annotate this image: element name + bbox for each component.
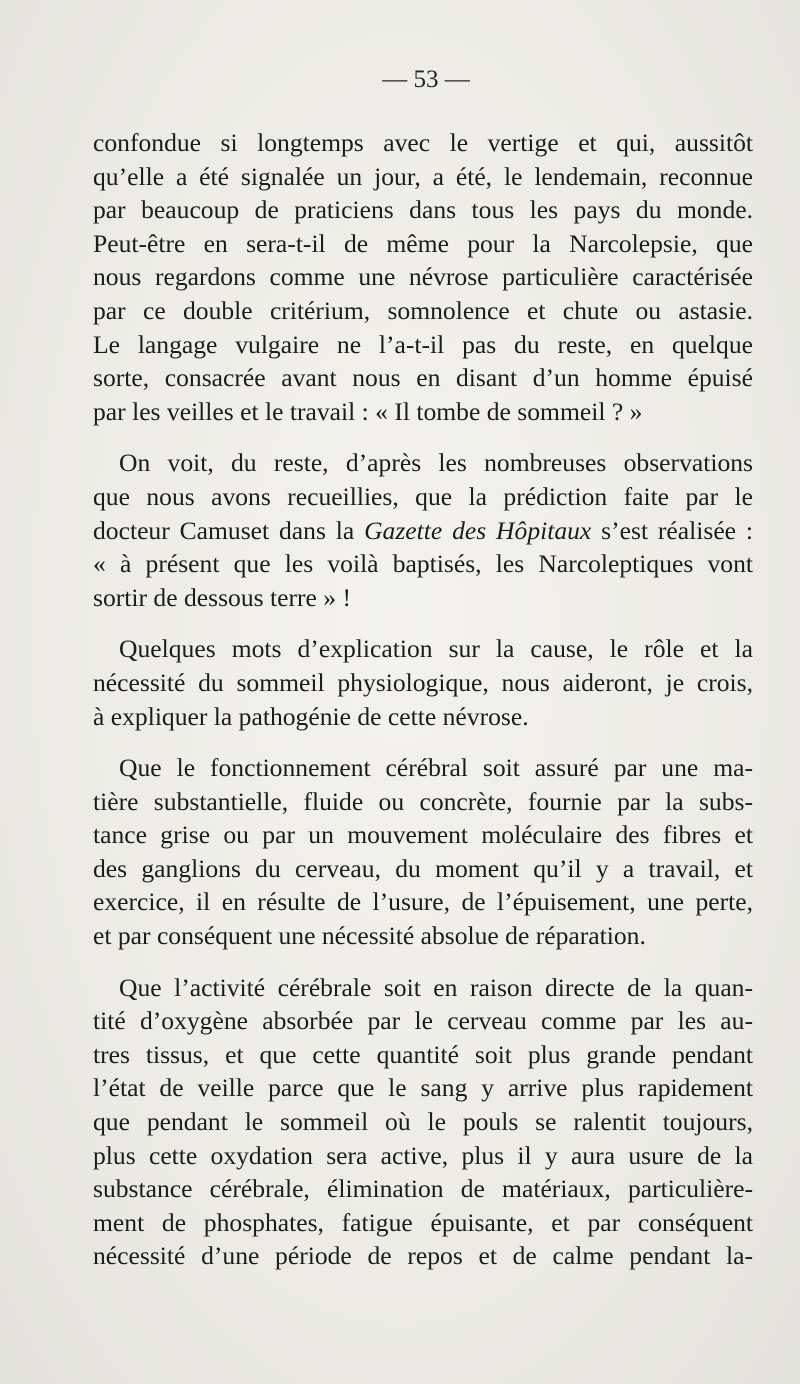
page-number: — 53 — xyxy=(382,66,470,93)
text-line: sortir de dessous terre » ! xyxy=(93,582,351,612)
text-line: Peut-être en sera-t-il de même pour la Narcolepsie, que xyxy=(93,228,753,258)
text-line: nécessité du sommeil physiologique, nous aideront, je crois, xyxy=(93,667,753,697)
text-line: nous regardons comme une névrose particulière caractérisée xyxy=(93,262,753,292)
paragraph-4 xyxy=(93,751,753,953)
text-line: substance cérébrale, élimination de matériaux, particulière- xyxy=(93,1174,753,1204)
text-line: Que l’activité cérébrale soit en raison directe de la quan- xyxy=(119,972,753,1002)
paragraph-2 xyxy=(93,446,753,614)
text-line: par ce double critérium, somnolence et chute ou astasie. xyxy=(93,295,753,325)
text-line: des ganglions du cerveau, du moment qu’il y a travail, et xyxy=(93,853,753,883)
text-line: ment de phosphates, fatigue épuisante, et par conséquent xyxy=(93,1207,753,1237)
text-line: par beaucoup de praticiens dans tous les pays du monde. xyxy=(93,195,753,225)
text-line: qu’elle a été signalée un jour, a été, le lendemain, reconnue xyxy=(93,161,753,191)
text-line: « à présent que les voilà baptisés, les Narcoleptiques vont xyxy=(93,549,753,579)
text-line: sorte, consacrée avant nous en disant d’un homme épuisé xyxy=(93,363,753,393)
text-line: exercice, il en résulte de l’usure, de l’épuisement, une perte, xyxy=(93,887,753,917)
text-line: tité d’oxygène absorbée par le cerveau comme par les au- xyxy=(93,1006,753,1036)
journal-title: Gazette des Hôpitaux xyxy=(364,515,592,545)
text-line: et par conséquent une nécessité absolue de réparation. xyxy=(93,921,646,951)
text-line: tance grise ou par un mouvement moléculaire des fibres et xyxy=(93,820,753,850)
paragraph-1 xyxy=(93,126,753,428)
text-line: Quelques mots d’explication sur la cause, le rôle et la xyxy=(119,634,753,664)
text-segment: s’est réalisée : xyxy=(591,515,753,545)
text-line: à expliquer la pathogénie de cette névrose. xyxy=(93,701,529,731)
text-line: que pendant le sommeil où le pouls se ralentit toujours, xyxy=(93,1107,753,1137)
paragraph-5 xyxy=(93,971,753,1273)
body-text xyxy=(93,126,753,1273)
text-segment: docteur Camuset dans la xyxy=(93,515,365,545)
text-line: confondue si longtemps avec le vertige et qui, aussitôt xyxy=(93,128,753,157)
text-line: Que le fonctionnement cérébral soit assuré par une ma- xyxy=(119,753,753,783)
paragraph-3 xyxy=(93,632,753,733)
text-line: Le langage vulgaire ne l’a-t-il pas du reste, en quelque xyxy=(93,329,753,359)
text-line: On voit, du reste, d’après les nombreuses observations xyxy=(119,448,753,478)
text-line: plus cette oxydation sera active, plus il y aura usure de la xyxy=(93,1140,753,1170)
text-line: tres tissus, et que cette quantité soit plus grande pendant xyxy=(93,1039,753,1069)
text-line: l’état de veille parce que le sang y arrive plus rapidement xyxy=(93,1073,753,1103)
text-line-with-citation xyxy=(93,514,753,548)
text-line: que nous avons recueillies, que la prédiction faite par le xyxy=(93,481,753,511)
text-line: nécessité d’une période de repos et de calme pendant la- xyxy=(93,1241,753,1271)
text-line: tière substantielle, fluide ou concrète, fournie par la subs- xyxy=(93,786,753,816)
text-line: par les veilles et le travail : « Il tombe de sommeil ? » xyxy=(93,396,643,426)
